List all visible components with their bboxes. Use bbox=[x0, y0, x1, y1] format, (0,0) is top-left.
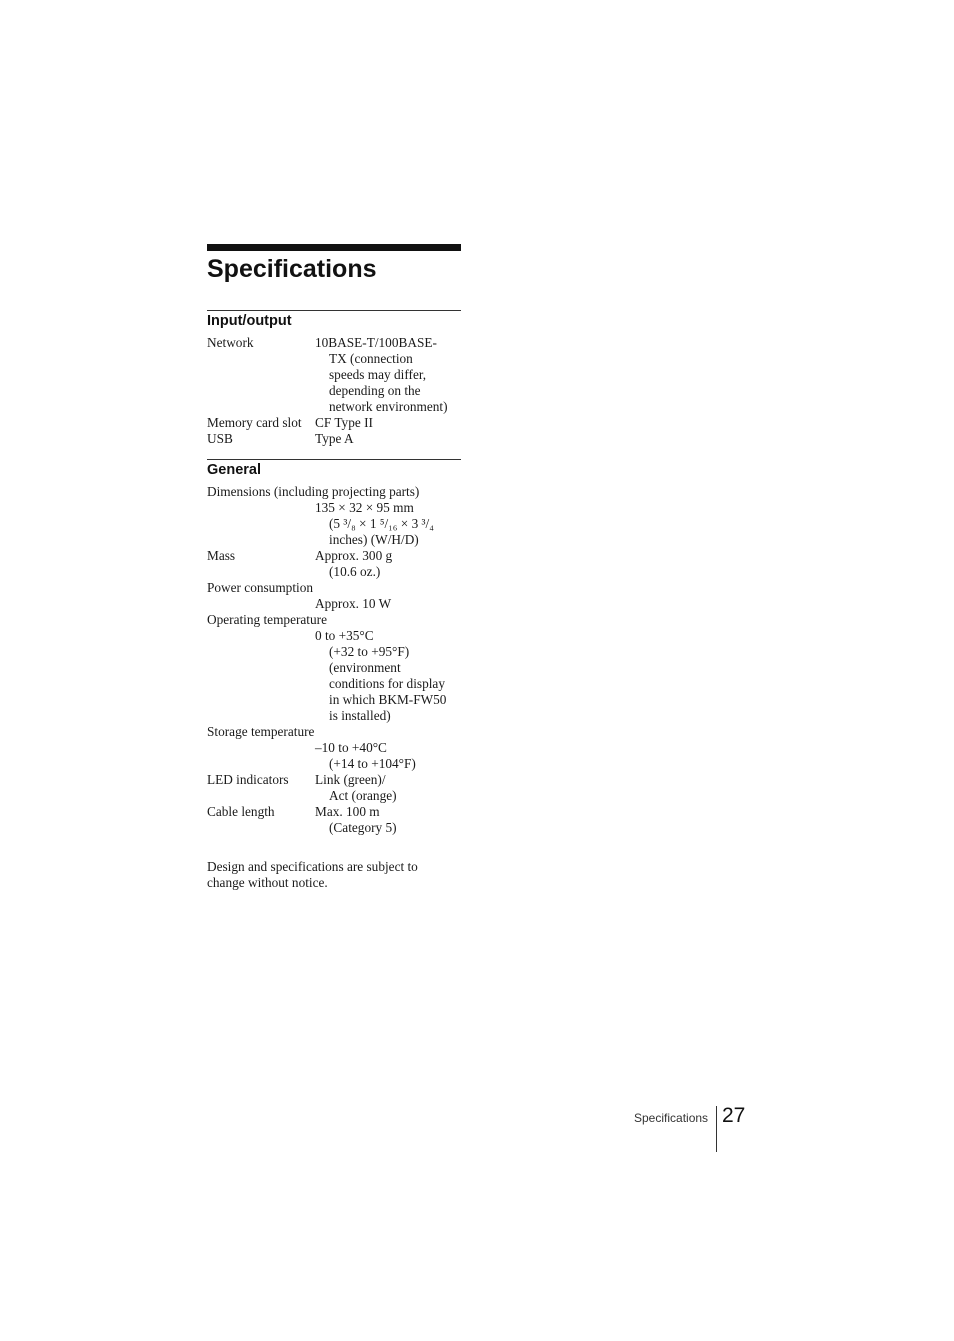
title-bar-rule bbox=[207, 244, 461, 251]
spec-label: USB bbox=[207, 431, 233, 446]
spec-label: Network bbox=[207, 335, 254, 350]
spec-value: conditions for display bbox=[329, 676, 445, 691]
page-title: Specifications bbox=[207, 255, 377, 283]
spec-value: depending on the bbox=[329, 383, 421, 398]
spec-value: Link (green)/ bbox=[315, 772, 386, 787]
page-number: 27 bbox=[722, 1104, 746, 1127]
spec-value: Type A bbox=[315, 431, 354, 446]
section-rule bbox=[207, 459, 461, 460]
notice-line: Design and specifications are subject to bbox=[207, 859, 418, 874]
spec-value: CF Type II bbox=[315, 415, 373, 430]
spec-row-usb bbox=[207, 431, 461, 447]
spec-label: Mass bbox=[207, 548, 236, 563]
section-heading-input-output: Input/output bbox=[207, 313, 292, 329]
input-output-section bbox=[207, 310, 461, 447]
spec-value: (+32 to +95°F) bbox=[329, 644, 410, 659]
spec-value: Approx. 10 W bbox=[315, 596, 392, 611]
spec-value: 135 × 32 × 95 mm bbox=[315, 500, 414, 515]
spec-value: in which BKM-FW50 bbox=[329, 692, 447, 707]
spec-value: is installed) bbox=[329, 708, 391, 723]
spec-label: Cable length bbox=[207, 804, 275, 819]
spec-label-power: Power consumption bbox=[207, 580, 313, 595]
spec-row-led-indicators bbox=[207, 772, 461, 804]
spec-label-storage-temperature: Storage temperature bbox=[207, 724, 315, 739]
general-section bbox=[207, 459, 461, 836]
spec-row-mass bbox=[207, 548, 461, 580]
spec-row-network bbox=[207, 335, 461, 415]
spec-row-cable-length bbox=[207, 804, 461, 836]
spec-value: 0 to +35°C bbox=[315, 628, 374, 643]
footer-separator bbox=[716, 1106, 717, 1152]
spec-value: Approx. 300 g bbox=[315, 548, 393, 563]
spec-value: (environment bbox=[329, 660, 401, 675]
spec-value: (+14 to +104°F) bbox=[329, 756, 416, 771]
spec-value: (10.6 oz.) bbox=[329, 564, 381, 579]
spec-value: 10BASE-T/100BASE- bbox=[315, 335, 437, 350]
spec-value: Act (orange) bbox=[329, 788, 397, 803]
spec-value: TX (connection bbox=[329, 351, 413, 366]
spec-value: inches) (W/H/D) bbox=[329, 532, 419, 547]
spec-row-memory-card-slot bbox=[207, 415, 461, 431]
notice-line: change without notice. bbox=[207, 875, 328, 890]
spec-value: Max. 100 m bbox=[315, 804, 380, 819]
spec-label-operating-temperature: Operating temperature bbox=[207, 612, 327, 627]
spec-value: –10 to +40°C bbox=[315, 740, 387, 755]
spec-value: network environment) bbox=[329, 399, 448, 414]
footer-section-name: Specifications bbox=[634, 1111, 709, 1125]
spec-value: (5 ³/₈ × 1 ⁵/₁₆ × 3 ³/₄ bbox=[329, 516, 434, 531]
change-notice bbox=[207, 859, 467, 891]
spec-value: speeds may differ, bbox=[329, 367, 427, 382]
section-heading-general: General bbox=[207, 462, 261, 478]
spec-value: (Category 5) bbox=[329, 820, 397, 835]
spec-label: LED indicators bbox=[207, 772, 289, 787]
spec-label-dimensions: Dimensions (including projecting parts) bbox=[207, 484, 420, 499]
spec-label: Memory card slot bbox=[207, 415, 302, 430]
section-rule bbox=[207, 310, 461, 311]
